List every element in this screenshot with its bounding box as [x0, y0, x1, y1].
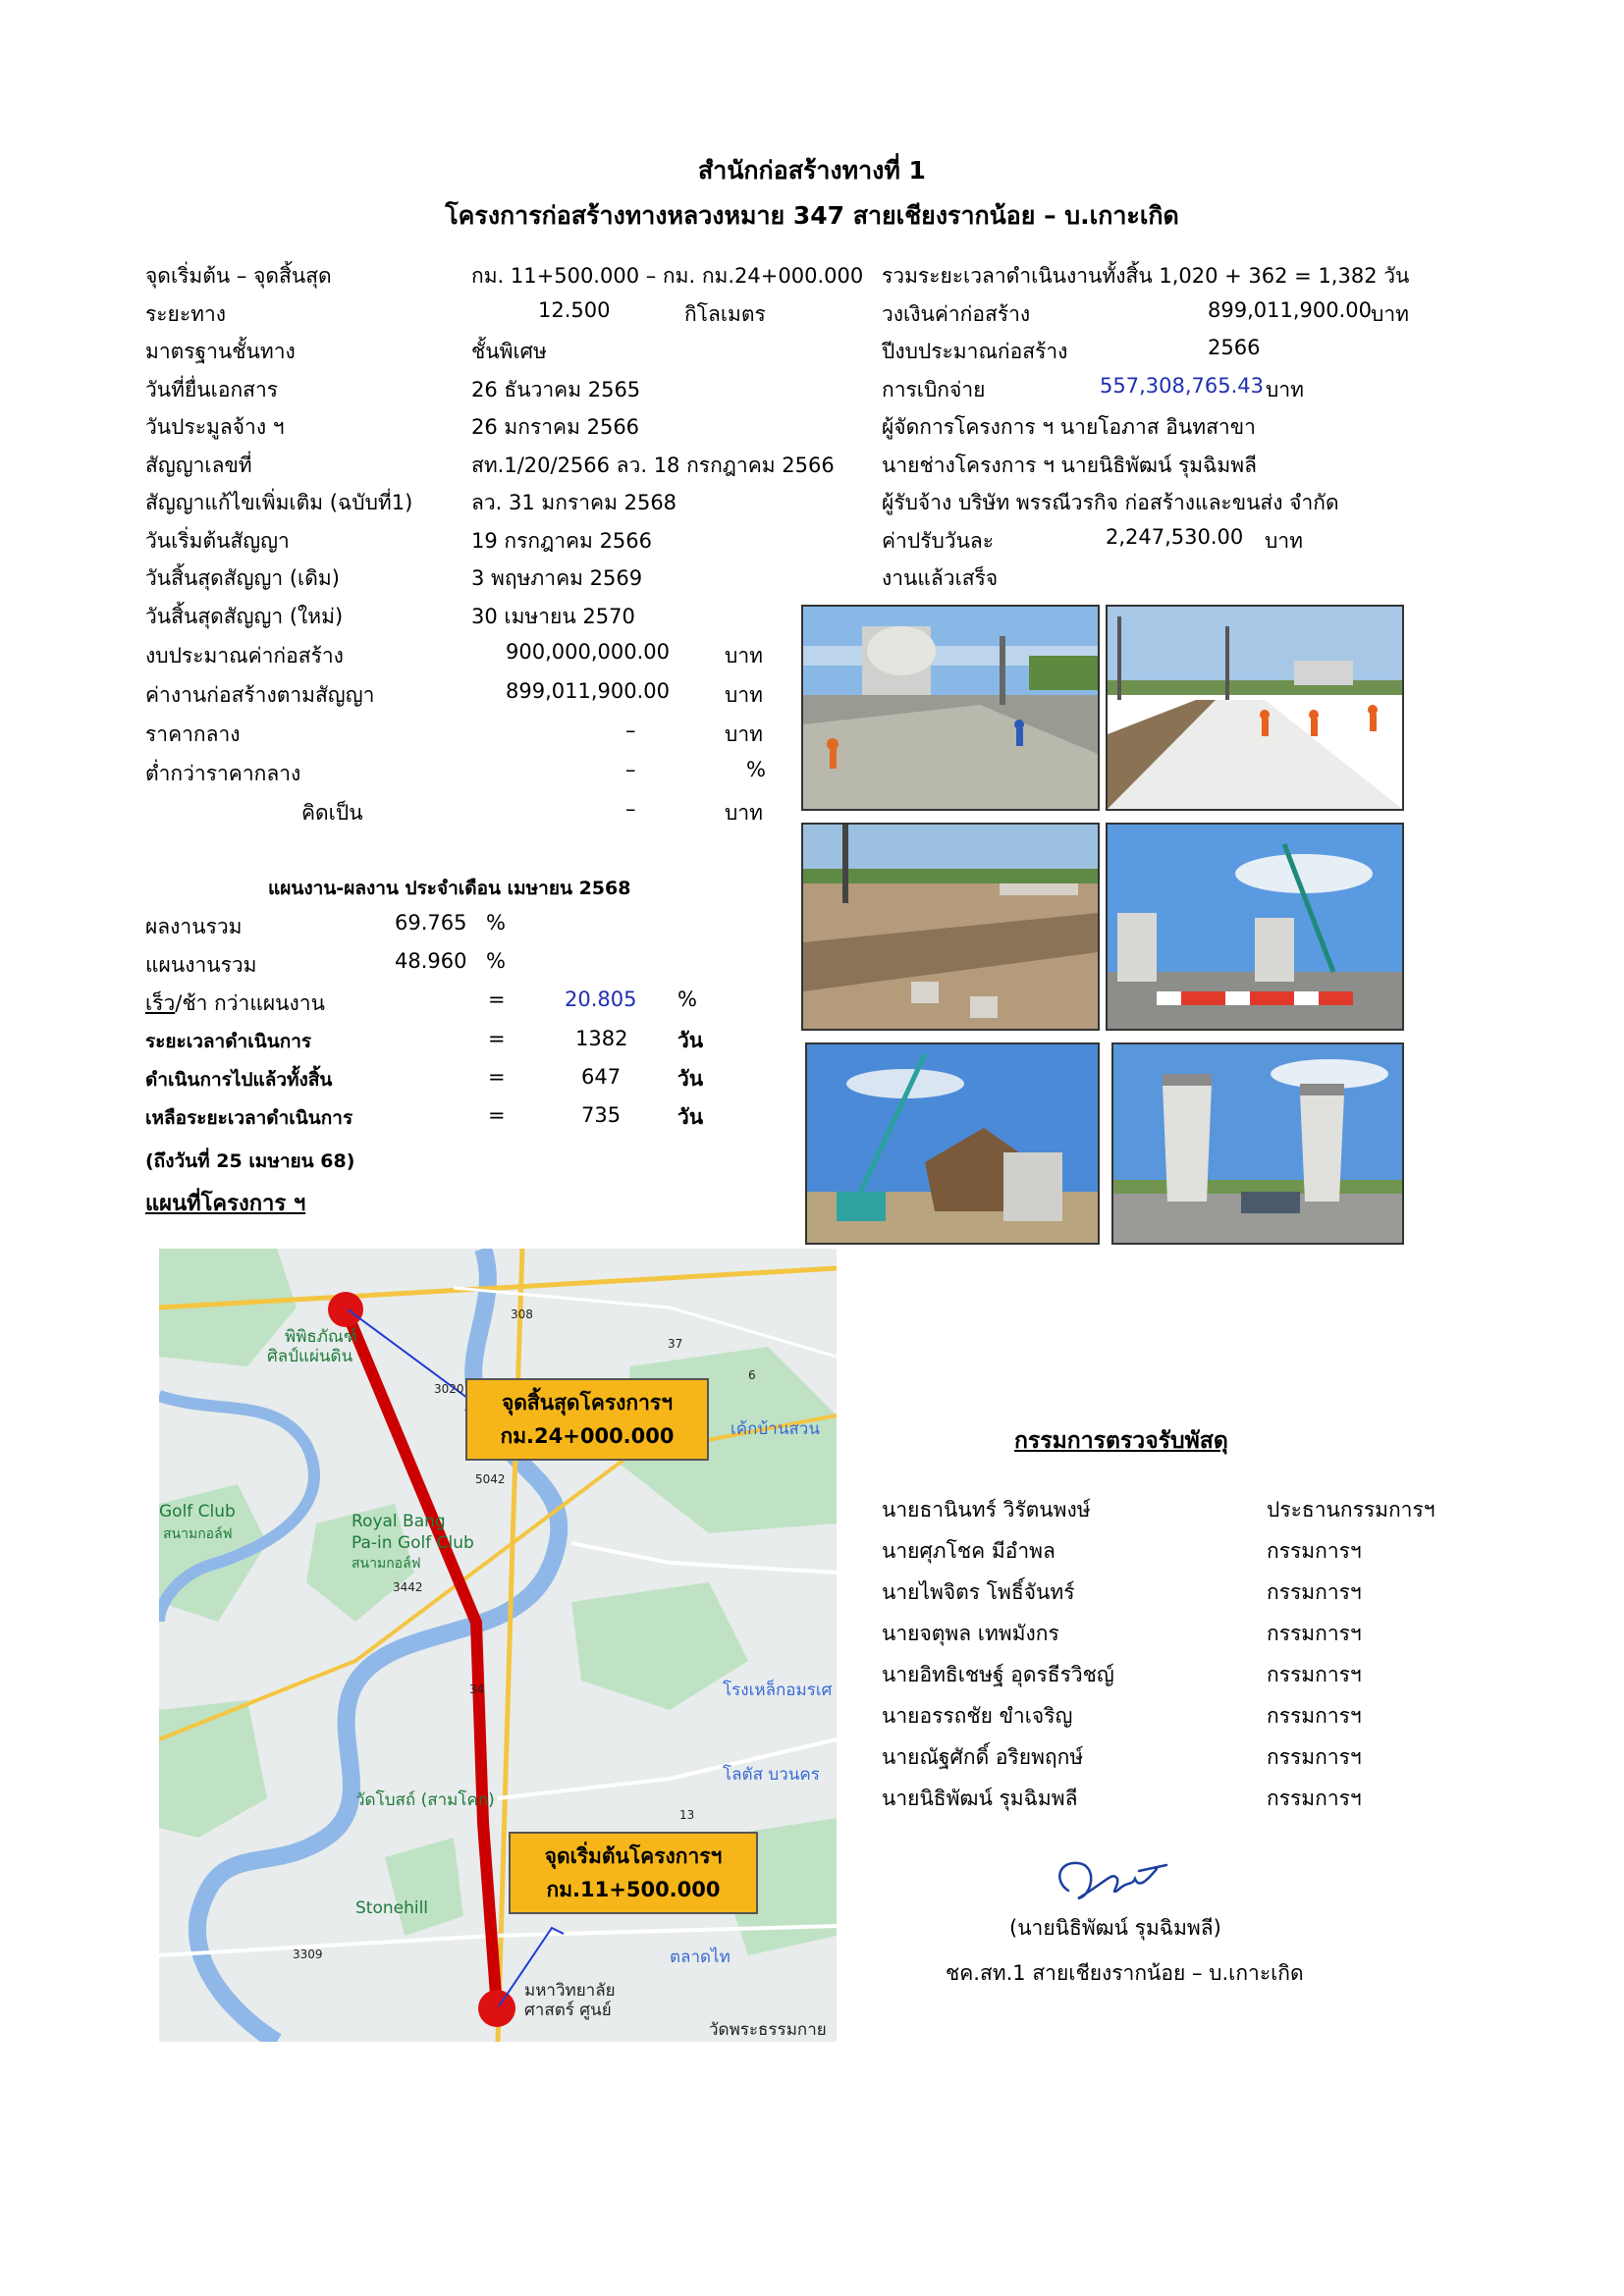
committee-member-role: กรรมการฯ: [1267, 1539, 1362, 1563]
committee-member-role: กรรมการฯ: [1267, 1580, 1362, 1604]
info-label: วันประมูลจ้าง ฯ: [145, 415, 285, 439]
as-of-date: (ถึงวันที่ 25 เมษายน 68): [145, 1150, 355, 1172]
start-point-callout: [509, 1832, 758, 1914]
budget-label: งบประมาณค่าก่อสร้าง: [145, 644, 344, 667]
status: งานแล้วเสร็จ: [882, 566, 999, 590]
end-point-marker: [328, 1292, 363, 1327]
result-pct: %: [486, 911, 506, 934]
construction-photo-road-curb: [1106, 605, 1404, 811]
info-value: 3 พฤษภาคม 2569: [471, 566, 643, 590]
committee-member-name: นายจตุพล เทพมังกร: [882, 1622, 1059, 1645]
committee-member-name: นายนิธิพัฒน์ รุมฉิมพลี: [882, 1787, 1078, 1810]
diff-label-fast: เร็ว: [145, 991, 176, 1015]
committee-member-role: กรรมการฯ: [1267, 1663, 1362, 1686]
map-label: วัดโบสถ์ (สามโคก): [355, 1790, 495, 1810]
construction-photo-piers: [1111, 1042, 1404, 1245]
budget-value-right: 899,011,900.00: [1208, 298, 1372, 322]
elapsed-unit: วัน: [677, 1067, 704, 1091]
info-value: 26 ธันวาคม 2565: [471, 378, 641, 401]
info-value: กม. 11+500.000 – กม. กม.24+000.000: [471, 264, 864, 288]
info-label: วันที่ยื่นเอกสาร: [145, 378, 279, 401]
start-point-marker: [478, 1990, 515, 2027]
map-label: 308: [511, 1308, 533, 1321]
map-label: สนามกอล์ฟ: [163, 1526, 233, 1542]
fine-value: 2,247,530.00: [1106, 525, 1244, 549]
map-label: 6: [748, 1368, 756, 1382]
map-label: 3309: [293, 1948, 323, 1961]
budget-value: 900,000,000.00: [506, 640, 670, 664]
budget-unit-right: บาท: [1371, 302, 1409, 326]
info-value: 30 เมษายน 2570: [471, 605, 635, 628]
plan-pct: %: [486, 949, 506, 973]
construction-photo-pier-columns: [1106, 823, 1404, 1031]
start-callout-km: กม.11+500.000: [546, 1878, 721, 1901]
duration-label: ระยะเวลาดำเนินการ: [145, 1031, 312, 1052]
budget-unit: บาท: [725, 644, 763, 667]
construction-photo-excavation: [801, 823, 1100, 1031]
plan-label: แผนงานรวม: [145, 953, 257, 977]
committee-member-name: นายอรรถชัย ขำเจริญ: [882, 1704, 1073, 1728]
info-value: 19 กรกฎาคม 2566: [471, 529, 653, 553]
diff-eq: =: [488, 988, 506, 1011]
budget-label: ราคากลาง: [145, 722, 241, 746]
info-label: มาตรฐานชั้นทาง: [145, 340, 296, 363]
elapsed-value: 647: [581, 1065, 622, 1089]
map-heading: แผนที่โครงการ ฯ: [145, 1192, 306, 1216]
info-label: วันสิ้นสุดสัญญา (เดิม): [145, 566, 340, 590]
info-label: ระยะทาง: [145, 302, 227, 326]
budget-label: คิดเป็น: [301, 801, 363, 825]
map-label: สนามกอล์ฟ: [352, 1556, 421, 1572]
committee-member-role: กรรมการฯ: [1267, 1787, 1362, 1810]
map-label: 34: [469, 1682, 485, 1696]
info-label: จุดเริ่มต้น – จุดสิ้นสุด: [145, 264, 332, 288]
map-label: เค้กบ้านสวน: [731, 1419, 820, 1439]
budget-value: –: [625, 758, 636, 781]
diff-label-rest: /ช้า กว่าแผนงาน: [175, 991, 325, 1015]
fine-unit: บาท: [1265, 529, 1303, 553]
signer-name: (นายนิธิพัฒน์ รุมฉิมพลี): [1009, 1916, 1221, 1940]
budget-value: 899,011,900.00: [506, 679, 670, 703]
end-point-callout: [465, 1378, 709, 1461]
map-label: ศิลป์แผ่นดิน: [267, 1347, 353, 1366]
signer-position: ชค.สท.1 สายเชียงรากน้อย – บ.เกาะเกิด: [946, 1961, 1304, 1985]
project-manager: ผู้จัดการโครงการ ฯ นายโอภาส อินทสาขา: [882, 415, 1256, 439]
map-label: Stonehill: [355, 1898, 429, 1918]
map-label: 3442: [393, 1580, 423, 1594]
committee-member-name: นายไพจิตร โพธิ์จันทร์: [882, 1580, 1075, 1604]
info-value: ลว. 31 มกราคม 2568: [471, 491, 677, 514]
map-label: พิพิธภัณฑ์: [285, 1327, 357, 1347]
progress-title: แผนงาน-ผลงาน ประจำเดือน เมษายน 2568: [268, 878, 631, 899]
plan-value: 48.960: [395, 949, 467, 973]
fiscal-year-value: 2566: [1208, 336, 1261, 359]
map-label: โรงเหล็กอมรเศ: [723, 1681, 833, 1700]
end-callout-km: กม.24+000.000: [500, 1424, 675, 1448]
construction-photo-concrete-pour: [801, 605, 1100, 811]
handwritten-signature: [1049, 1851, 1176, 1910]
remaining-unit: วัน: [677, 1105, 704, 1129]
disburse-label: การเบิกจ่าย: [882, 378, 986, 401]
map-label: 37: [668, 1337, 683, 1351]
info-label: สัญญาเลขที่: [145, 454, 252, 477]
map-label: Royal Bang: [352, 1512, 446, 1531]
project-map: [159, 1249, 837, 2042]
diff-pct: %: [677, 988, 697, 1011]
remaining-eq: =: [488, 1103, 506, 1127]
end-callout-title: จุดสิ้นสุดโครงการฯ: [501, 1391, 673, 1415]
diff-value: 20.805: [565, 988, 637, 1011]
budget-unit: บาท: [725, 683, 763, 707]
committee-member-name: นายธานินทร์ วิรัตนพงษ์: [882, 1498, 1091, 1522]
info-value: ชั้นพิเศษ: [471, 340, 547, 363]
info-value: สท.1/20/2566 ลว. 18 กรกฎาคม 2566: [471, 454, 835, 477]
map-label: ศาสตร์ ศูนย์: [524, 2001, 612, 2020]
map-label: 3020: [434, 1382, 464, 1396]
budget-label-right: วงเงินค่าก่อสร้าง: [882, 302, 1031, 326]
map-canvas: [159, 1249, 837, 2042]
budget-value: –: [625, 719, 636, 742]
info-value: 26 มกราคม 2566: [471, 415, 640, 439]
fiscal-year-label: ปีงบประมาณก่อสร้าง: [882, 340, 1068, 363]
map-label: Golf Club: [159, 1502, 236, 1522]
map-label: มหาวิทยาลัย: [524, 1981, 616, 2001]
committee-member-name: นายอิทธิเชษฐ์ อุดรธีรวิชญ์: [882, 1663, 1114, 1686]
committee-member-name: นายณัฐศักดิ์ อริยพฤกษ์: [882, 1745, 1084, 1769]
contractor: ผู้รับจ้าง บริษัท พรรณีวรกิจ ก่อสร้างและขนส่ง จำกัด: [882, 491, 1339, 514]
budget-unit: บาท: [725, 722, 763, 746]
budget-value: –: [625, 797, 636, 821]
map-label: Pa-in Golf Club: [352, 1533, 474, 1553]
committee-member-role: กรรมการฯ: [1267, 1704, 1362, 1728]
project-title: โครงการก่อสร้างทางหลวงหมาย 347 สายเชียงรากน้อย – บ.เกาะเกิด: [445, 201, 1179, 230]
elapsed-eq: =: [488, 1065, 506, 1089]
info-label: วันสิ้นสุดสัญญา (ใหม่): [145, 605, 344, 628]
info-label: วันเริ่มต้นสัญญา: [145, 529, 290, 553]
budget-label: ค่างานก่อสร้างตามสัญญา: [145, 683, 375, 707]
info-value: 12.500: [538, 298, 611, 322]
disburse-unit: บาท: [1266, 378, 1304, 401]
map-label: 5042: [475, 1472, 506, 1486]
remaining-value: 735: [581, 1103, 622, 1127]
committee-member-role: ประธานกรรมการฯ: [1267, 1498, 1435, 1522]
info-unit: กิโลเมตร: [684, 302, 766, 326]
duration-eq: =: [488, 1027, 506, 1050]
committee-member-role: กรรมการฯ: [1267, 1622, 1362, 1645]
budget-unit: %: [746, 758, 766, 781]
duration-value: 1382: [575, 1027, 628, 1050]
duration-unit: วัน: [677, 1029, 704, 1052]
map-label: วัดพระธรรมกาย: [709, 2020, 827, 2040]
budget-unit: บาท: [725, 801, 763, 825]
diff-label: [145, 988, 325, 1020]
total-duration: รวมระยะเวลาดำเนินงานทั้งสิ้น 1,020 + 362 = 1,382 วัน: [882, 264, 1410, 288]
result-value: 69.765: [395, 911, 467, 934]
construction-photo-crane: [805, 1042, 1100, 1245]
project-engineer: นายช่างโครงการ ฯ นายนิธิพัฒน์ รุมฉิมพลี: [882, 454, 1257, 477]
committee-title: กรรมการตรวจรับพัสดุ: [1014, 1428, 1228, 1454]
start-callout-title: จุดเริ่มต้นโครงการฯ: [544, 1844, 723, 1868]
result-label: ผลงานรวม: [145, 915, 243, 938]
fine-label: ค่าปรับวันละ: [882, 529, 995, 553]
elapsed-label: ดำเนินการไปแล้วทั้งสิ้น: [145, 1069, 333, 1091]
map-label: ตลาดไท: [670, 1948, 731, 1967]
map-label: โลตัส บวนคร: [723, 1765, 820, 1785]
map-label: 13: [679, 1808, 695, 1822]
remaining-label: เหลือระยะเวลาดำเนินการ: [145, 1107, 353, 1129]
budget-label: ต่ำกว่าราคากลาง: [145, 762, 301, 785]
disburse-value: 557,308,765.43: [1100, 374, 1264, 398]
committee-member-name: นายศุภโชค มีอำพล: [882, 1539, 1056, 1563]
committee-member-role: กรรมการฯ: [1267, 1745, 1362, 1769]
info-label: สัญญาแก้ไขเพิ่มเติม (ฉบับที่1): [145, 491, 413, 514]
org-title: สำนักก่อสร้างทางที่ 1: [698, 156, 926, 185]
